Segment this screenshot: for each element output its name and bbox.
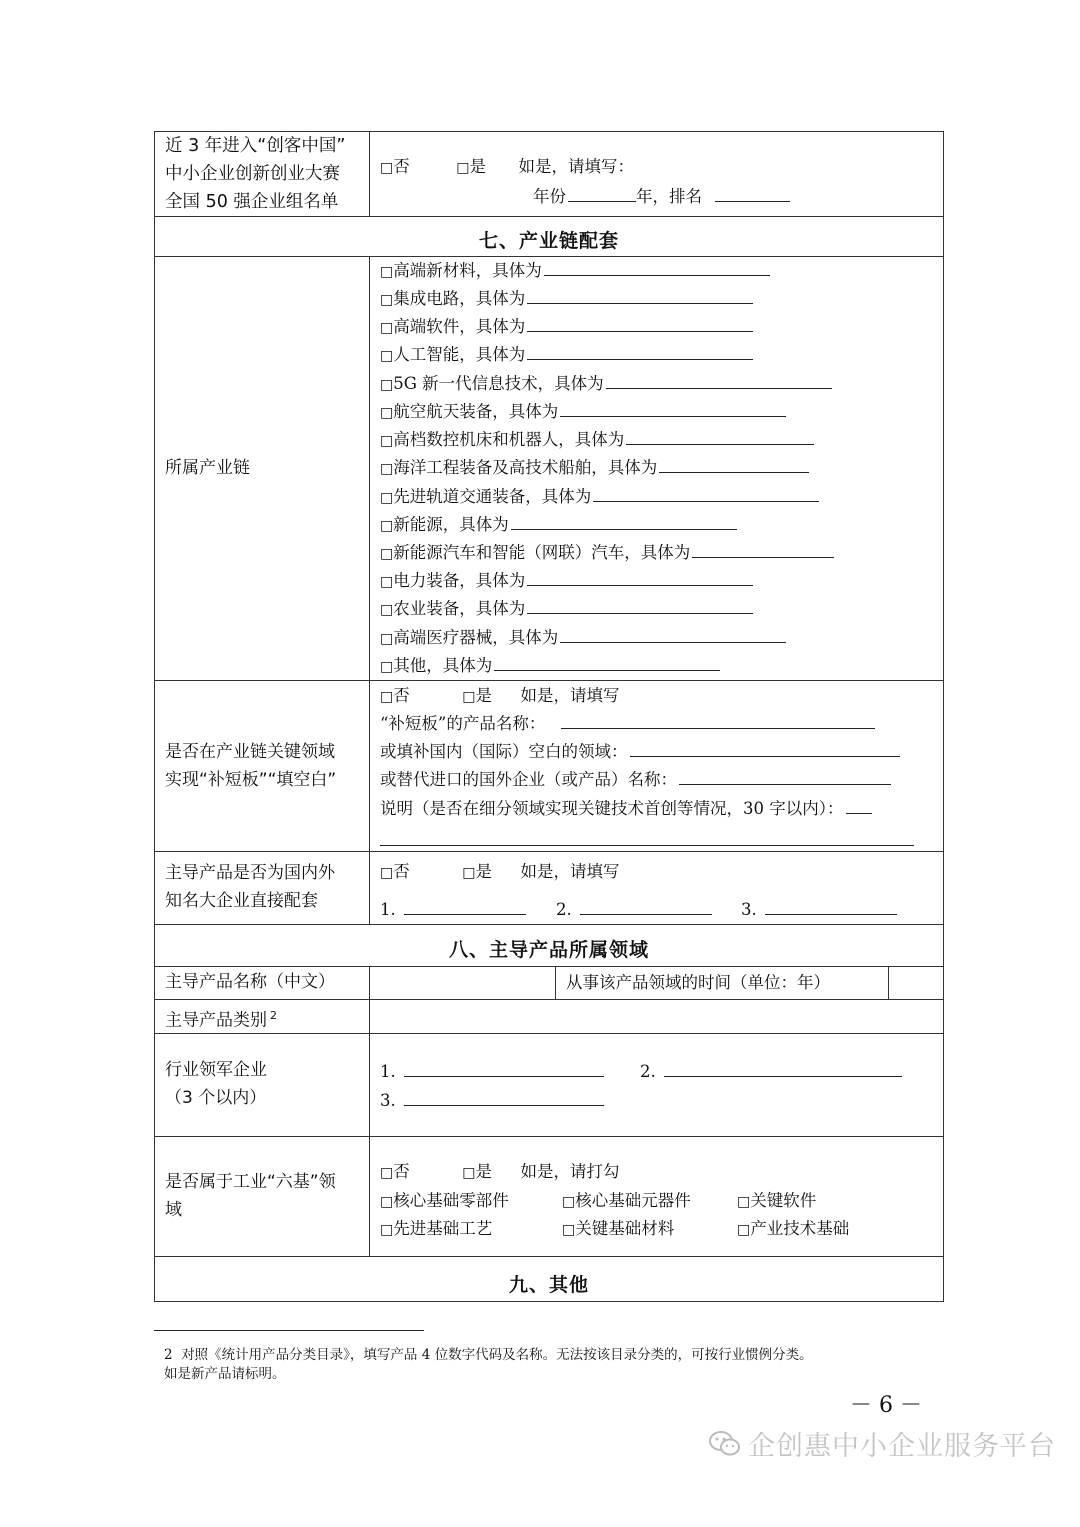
supply-options: [380, 862, 619, 883]
section8-title: 八、主导产品所属领域: [448, 939, 649, 961]
if-yes-label: 如是，请填写: [520, 862, 620, 881]
shortboard-label-line1: 是否在产业链关键领域: [165, 742, 335, 762]
footnote-text1: 对照《统计用产品分类目录》，填写产品 4 位数字代码及名称。无法按该目录分类的，可按行业惯例分类。: [181, 1347, 813, 1363]
wechat-icon: [708, 1429, 742, 1459]
shortboard-product-label: “补短板”的产品名称：: [380, 714, 546, 733]
watermark-text: 企创惠中小企业服务平台: [748, 1431, 1056, 1462]
chain-checkbox[interactable]: □: [380, 518, 394, 534]
option-yes-label: 是: [475, 862, 492, 881]
product-time-input[interactable]: [890, 968, 942, 998]
supply-label: [165, 859, 335, 915]
rank-input[interactable]: [715, 187, 790, 202]
chuangke-options: [380, 157, 634, 178]
leader-item-1: 1.: [380, 1062, 604, 1082]
sixbase-checkbox[interactable]: □: [562, 1194, 576, 1210]
leader-input-3[interactable]: [404, 1091, 604, 1106]
supply-item-1: 1.: [380, 900, 526, 920]
chain-checkbox[interactable]: □: [380, 348, 394, 364]
supply-item-3: 3.: [741, 900, 897, 920]
chain-item-15: □其他，具体为: [380, 656, 720, 677]
leaders-label-line1: 行业领军企业: [165, 1060, 267, 1080]
checkbox-yes[interactable]: □: [462, 1165, 476, 1181]
if-yes-label: 如是，请填写：: [518, 157, 634, 176]
option-no-label: 否: [393, 862, 410, 881]
chain-item-10: □新能源，具体为: [380, 515, 737, 536]
shortboard-explain-row: [380, 799, 872, 819]
if-yes-label: 如是，请打勾: [520, 1162, 620, 1181]
sixbase-opt-4: □先进基础工艺: [380, 1219, 493, 1238]
chain-checkbox[interactable]: □: [380, 405, 394, 421]
chain-item-14: □高端医疗器械，具体为: [380, 628, 786, 649]
chain-item-9: □先进轨道交通装备，具体为: [380, 487, 819, 508]
chuangke-label-line2: 中小企业创新创业大赛: [165, 164, 340, 184]
shortboard-label: [165, 738, 336, 794]
product-time-label: 从事该产品领域的时间（单位：年）: [566, 973, 830, 992]
year-label: 年份: [533, 187, 566, 206]
footnote-line2: 如是新产品请标明。: [164, 1366, 286, 1382]
chain-input[interactable]: [527, 289, 753, 304]
option-yes-label: 是: [475, 1162, 492, 1181]
supply-input-2[interactable]: [580, 900, 712, 915]
checkbox-yes[interactable]: □: [462, 689, 476, 705]
product-name-label: 主导产品名称（中文）: [165, 972, 335, 992]
shortboard-explain-input[interactable]: [846, 799, 872, 814]
chain-item-5: □5G 新一代信息技术，具体为: [380, 374, 832, 395]
chain-input[interactable]: [494, 656, 720, 671]
chain-item-3: □高端软件，具体为: [380, 317, 753, 338]
checkbox-no[interactable]: □: [380, 689, 394, 705]
leader-input-2[interactable]: [664, 1062, 902, 1077]
option-no-label: 否: [393, 1162, 410, 1181]
shortboard-replace-row: [380, 770, 891, 790]
chain-item-1: □高端新材料，具体为: [380, 261, 770, 282]
chain-checkbox[interactable]: □: [380, 490, 394, 506]
leader-item-3: 3.: [380, 1091, 604, 1111]
shortboard-blank-row: [380, 742, 900, 762]
chuangke-label-line1: 近 3 年进入“创客中国”: [165, 136, 346, 156]
footnote-number: 2: [164, 1347, 173, 1363]
chain-input[interactable]: [606, 374, 832, 389]
sixbase-label-line1: 是否属于工业“六基”领: [165, 1172, 336, 1192]
chain-input[interactable]: [626, 430, 814, 445]
option-no-label: 否: [393, 686, 410, 705]
chain-checkbox[interactable]: □: [380, 433, 394, 449]
leader-item-2: 2.: [640, 1062, 902, 1082]
chain-checkbox[interactable]: □: [380, 320, 394, 336]
chain-item-6: □航空航天装备，具体为: [380, 402, 786, 423]
shortboard-options: [380, 686, 619, 707]
chain-item-4: □人工智能，具体为: [380, 345, 753, 366]
chain-item-7: □高档数控机床和机器人，具体为: [380, 430, 814, 451]
option-yes-label: 是: [469, 157, 486, 176]
chain-checkbox[interactable]: □: [380, 602, 394, 618]
sixbase-checkbox[interactable]: □: [737, 1222, 751, 1238]
product-category-label: 主导产品类别: [165, 1010, 267, 1031]
sixbase-opt-1: □核心基础零部件: [380, 1191, 509, 1210]
chain-item-12: □电力装备，具体为: [380, 571, 753, 592]
sixbase-label: [165, 1168, 336, 1224]
shortboard-explain-label: 说明（是否在细分领域实现关键技术首创等情况，30 字以内）：: [380, 799, 844, 818]
product-name-input[interactable]: [371, 968, 553, 998]
footnote: [164, 1346, 813, 1384]
chain-checkbox[interactable]: □: [380, 377, 394, 393]
shortboard-label-line2: 实现“补短板”“填空白”: [165, 770, 337, 790]
footnote-separator: [154, 1330, 424, 1331]
leaders-label-line2: （3 个以内）: [165, 1088, 267, 1108]
chain-checkbox[interactable]: □: [380, 546, 394, 562]
year-input[interactable]: [568, 187, 636, 202]
chain-checkbox[interactable]: □: [380, 574, 394, 590]
chain-item-8: □海洋工程装备及高技术船舶，具体为: [380, 458, 809, 479]
leader-input-1[interactable]: [404, 1062, 604, 1077]
footnote-mark: 2: [270, 1009, 277, 1022]
chain-checkbox[interactable]: □: [380, 659, 394, 675]
product-category-row: [165, 1002, 277, 1035]
chuangke-year-rank: [533, 187, 790, 207]
chain-input[interactable]: [593, 487, 819, 502]
chain-input[interactable]: [527, 599, 753, 614]
footnote-line1: [164, 1346, 813, 1365]
page-number: － 6 －: [850, 1393, 922, 1418]
supply-item-2: 2.: [556, 900, 712, 920]
sixbase-opt-5: □关键基础材料: [562, 1219, 675, 1238]
supply-input-1[interactable]: [404, 900, 526, 915]
checkbox-no[interactable]: □: [380, 865, 394, 881]
chain-checkbox[interactable]: □: [380, 292, 394, 308]
chain-checkbox[interactable]: □: [380, 461, 394, 477]
shortboard-replace-label: 或替代进口的国外企业（或产品）名称：: [380, 770, 677, 789]
chain-input[interactable]: [560, 402, 786, 417]
shortboard-explain-line[interactable]: [380, 845, 914, 846]
sixbase-checkbox[interactable]: □: [380, 1222, 394, 1238]
option-yes-label: 是: [475, 686, 492, 705]
leaders-label: [165, 1056, 267, 1112]
shortboard-blank-input[interactable]: [630, 742, 900, 757]
sixbase-opt-3: □关键软件: [737, 1191, 817, 1210]
chain-input[interactable]: [527, 571, 753, 586]
chain-input[interactable]: [659, 458, 809, 473]
chuangke-label: [165, 132, 345, 216]
chain-input[interactable]: [560, 628, 786, 643]
sixbase-opt-6: □产业技术基础: [737, 1219, 850, 1238]
section7-title: 七、产业链配套: [478, 230, 619, 252]
supply-label-line2: 知名大企业直接配套: [165, 891, 318, 911]
shortboard-replace-input[interactable]: [679, 770, 891, 785]
if-yes-label: 如是，请填写: [520, 686, 620, 705]
sixbase-label-line2: 域: [165, 1200, 182, 1220]
product-category-input[interactable]: [371, 1001, 942, 1032]
checkbox-no[interactable]: □: [380, 1165, 394, 1181]
chain-input[interactable]: [692, 543, 834, 558]
chain-input[interactable]: [511, 515, 737, 530]
chain-item-11: □新能源汽车和智能（网联）汽车，具体为: [380, 543, 834, 564]
sixbase-options: [380, 1162, 619, 1183]
sixbase-checkbox[interactable]: □: [737, 1194, 751, 1210]
shortboard-product-row: [380, 714, 875, 734]
supply-input-3[interactable]: [765, 900, 897, 915]
checkbox-yes[interactable]: □: [462, 865, 476, 881]
chain-input[interactable]: [527, 317, 753, 332]
chain-checkbox[interactable]: □: [380, 631, 394, 647]
chain-input[interactable]: [544, 261, 770, 276]
chuangke-label-line3: 全国 50 强企业组名单: [165, 192, 339, 212]
year-unit-rank-label: 年，排名: [636, 187, 702, 206]
option-no-label: 否: [393, 157, 410, 176]
chain-item-13: □农业装备，具体为: [380, 599, 753, 620]
sixbase-checkbox[interactable]: □: [380, 1194, 394, 1210]
sixbase-opt-2: □核心基础元器件: [562, 1191, 691, 1210]
checkbox-no[interactable]: □: [380, 160, 394, 176]
supply-label-line1: 主导产品是否为国内外: [165, 863, 335, 883]
chain-input[interactable]: [527, 345, 753, 360]
shortboard-blank-label: 或填补国内（国际）空白的领域：: [380, 742, 628, 761]
checkbox-yes[interactable]: □: [456, 160, 470, 176]
shortboard-product-input[interactable]: [561, 714, 875, 729]
chain-item-2: □集成电路，具体为: [380, 289, 753, 310]
watermark: [708, 1424, 1056, 1463]
sixbase-checkbox[interactable]: □: [562, 1222, 576, 1238]
chain-checkbox[interactable]: □: [380, 264, 394, 280]
section9-title: 九、其他: [508, 1274, 589, 1296]
chain-label: 所属产业链: [165, 458, 250, 478]
